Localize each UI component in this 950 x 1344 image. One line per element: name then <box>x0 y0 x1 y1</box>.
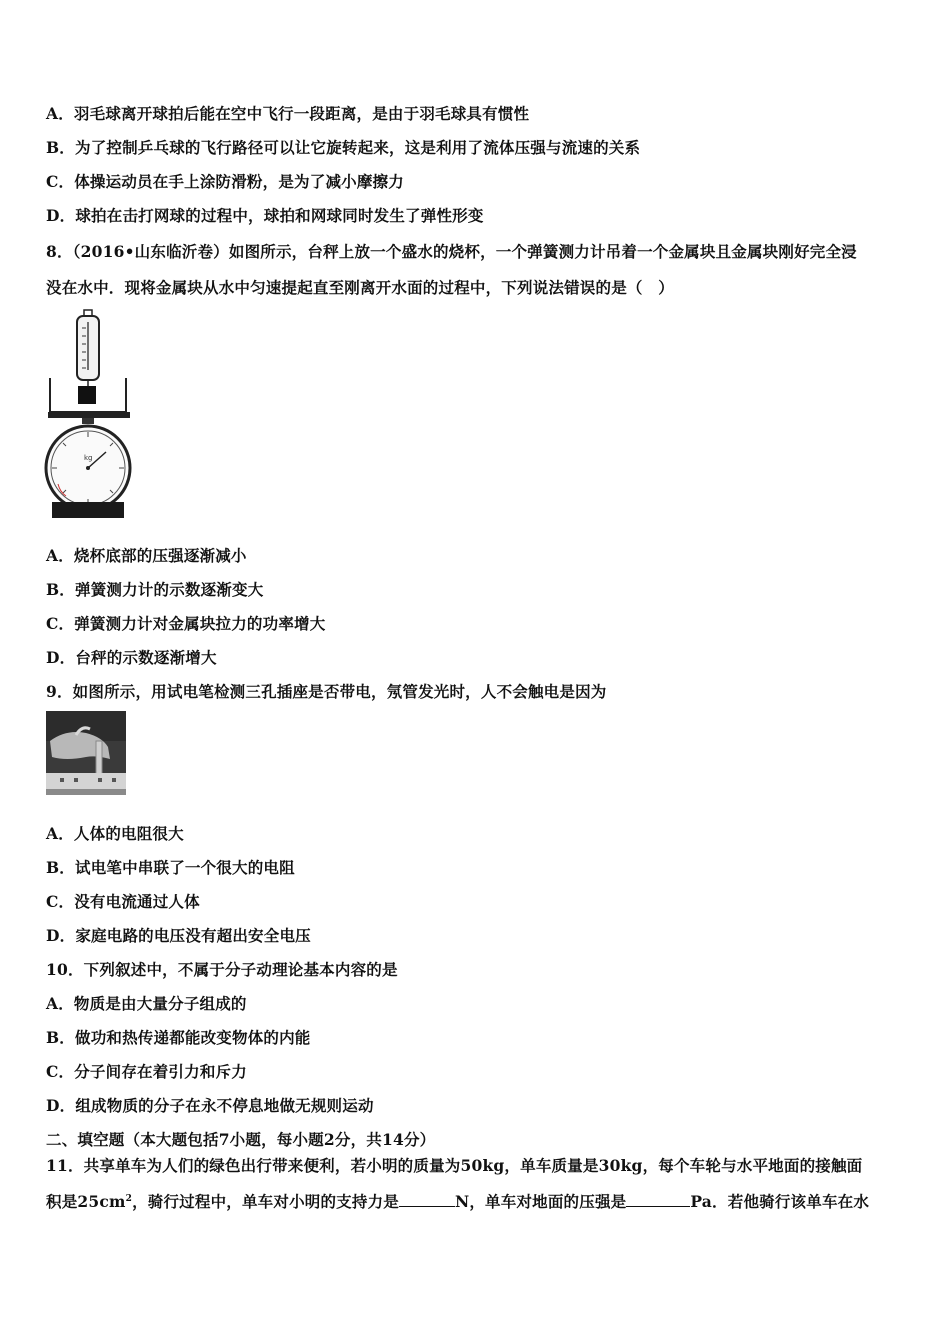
q9-option-b: B．试电笔中串联了一个很大的电阻 <box>46 858 295 877</box>
q7-option-b: B．为了控制乒乓球的飞行路径可以让它旋转起来，这是利用了流体压强与流速的关系 <box>46 138 641 157</box>
q9-stem: 9．如图所示，用试电笔检测三孔插座是否带电，氖管发光时，人不会触电是因为 <box>46 682 607 701</box>
q11-stem-line2 <box>46 1190 869 1212</box>
q11-text-pressure: N，单车对地面的压强是 <box>454 1192 627 1211</box>
q9-option-a: A．人体的电阻很大 <box>46 824 184 843</box>
q11-stem-line1: 11．共享单车为人们的绿色出行带来便利，若小明的质量为50kg，单车质量是30kg，每个车轮与水平地面的接触面 <box>46 1156 863 1175</box>
q8-option-a: A．烧杯底部的压强逐渐减小 <box>46 546 247 565</box>
q10-option-c: C．分子间存在着引力和斥力 <box>46 1062 247 1081</box>
q10-option-d: D．组成物质的分子在永不停息地做无规则运动 <box>46 1096 374 1115</box>
section-heading: 二、填空题（本大题包括7小题，每小题2分，共14分） <box>46 1130 436 1149</box>
q11-blank-support-force[interactable] <box>399 1192 455 1207</box>
q10-stem: 10．下列叙述中，不属于分子动理论基本内容的是 <box>46 960 398 979</box>
q7-option-a: A．羽毛球离开球拍后能在空中飞行一段距离，是由于羽毛球具有惯性 <box>46 104 530 123</box>
q11-superscript: 2 <box>125 1193 133 1204</box>
q8-option-c: C．弹簧测力计对金属块拉力的功率增大 <box>46 614 326 633</box>
q7-option-c: C．体操运动员在手上涂防滑粉，是为了减小摩擦力 <box>46 172 404 191</box>
q8-option-b: B．弹簧测力计的示数逐渐变大 <box>46 580 264 599</box>
scale-unit-label: kg <box>84 454 93 462</box>
q11-text-continue: Pa．若他骑行该单车在水 <box>690 1192 870 1211</box>
q9-figure-test-pen-photo <box>46 711 126 795</box>
q11-text-area: 积是25cm <box>46 1192 126 1211</box>
q8-stem-line2: 没在水中．现将金属块从水中匀速提起直至刚离开水面的过程中，下列说法错误的是（ ） <box>46 278 675 297</box>
q11-text-support: ，骑行过程中，单车对小明的支持力是 <box>132 1192 399 1211</box>
q11-blank-pressure[interactable] <box>626 1192 690 1207</box>
q10-option-b: B．做功和热传递都能改变物体的内能 <box>46 1028 311 1047</box>
q9-option-d: D．家庭电路的电压没有超出安全电压 <box>46 926 311 945</box>
q8-figure-scale <box>44 308 134 520</box>
q8-stem-line1: 8．（2016•山东临沂卷）如图所示，台秤上放一个盛水的烧杯，一个弹簧测力计吊着一个金属块且金属块刚好完全浸 <box>46 242 857 261</box>
q10-option-a: A．物质是由大量分子组成的 <box>46 994 247 1013</box>
q9-option-c: C．没有电流通过人体 <box>46 892 200 911</box>
q8-option-d: D．台秤的示数逐渐增大 <box>46 648 217 667</box>
q7-option-d: D．球拍在击打网球的过程中，球拍和网球同时发生了弹性形变 <box>46 206 484 225</box>
